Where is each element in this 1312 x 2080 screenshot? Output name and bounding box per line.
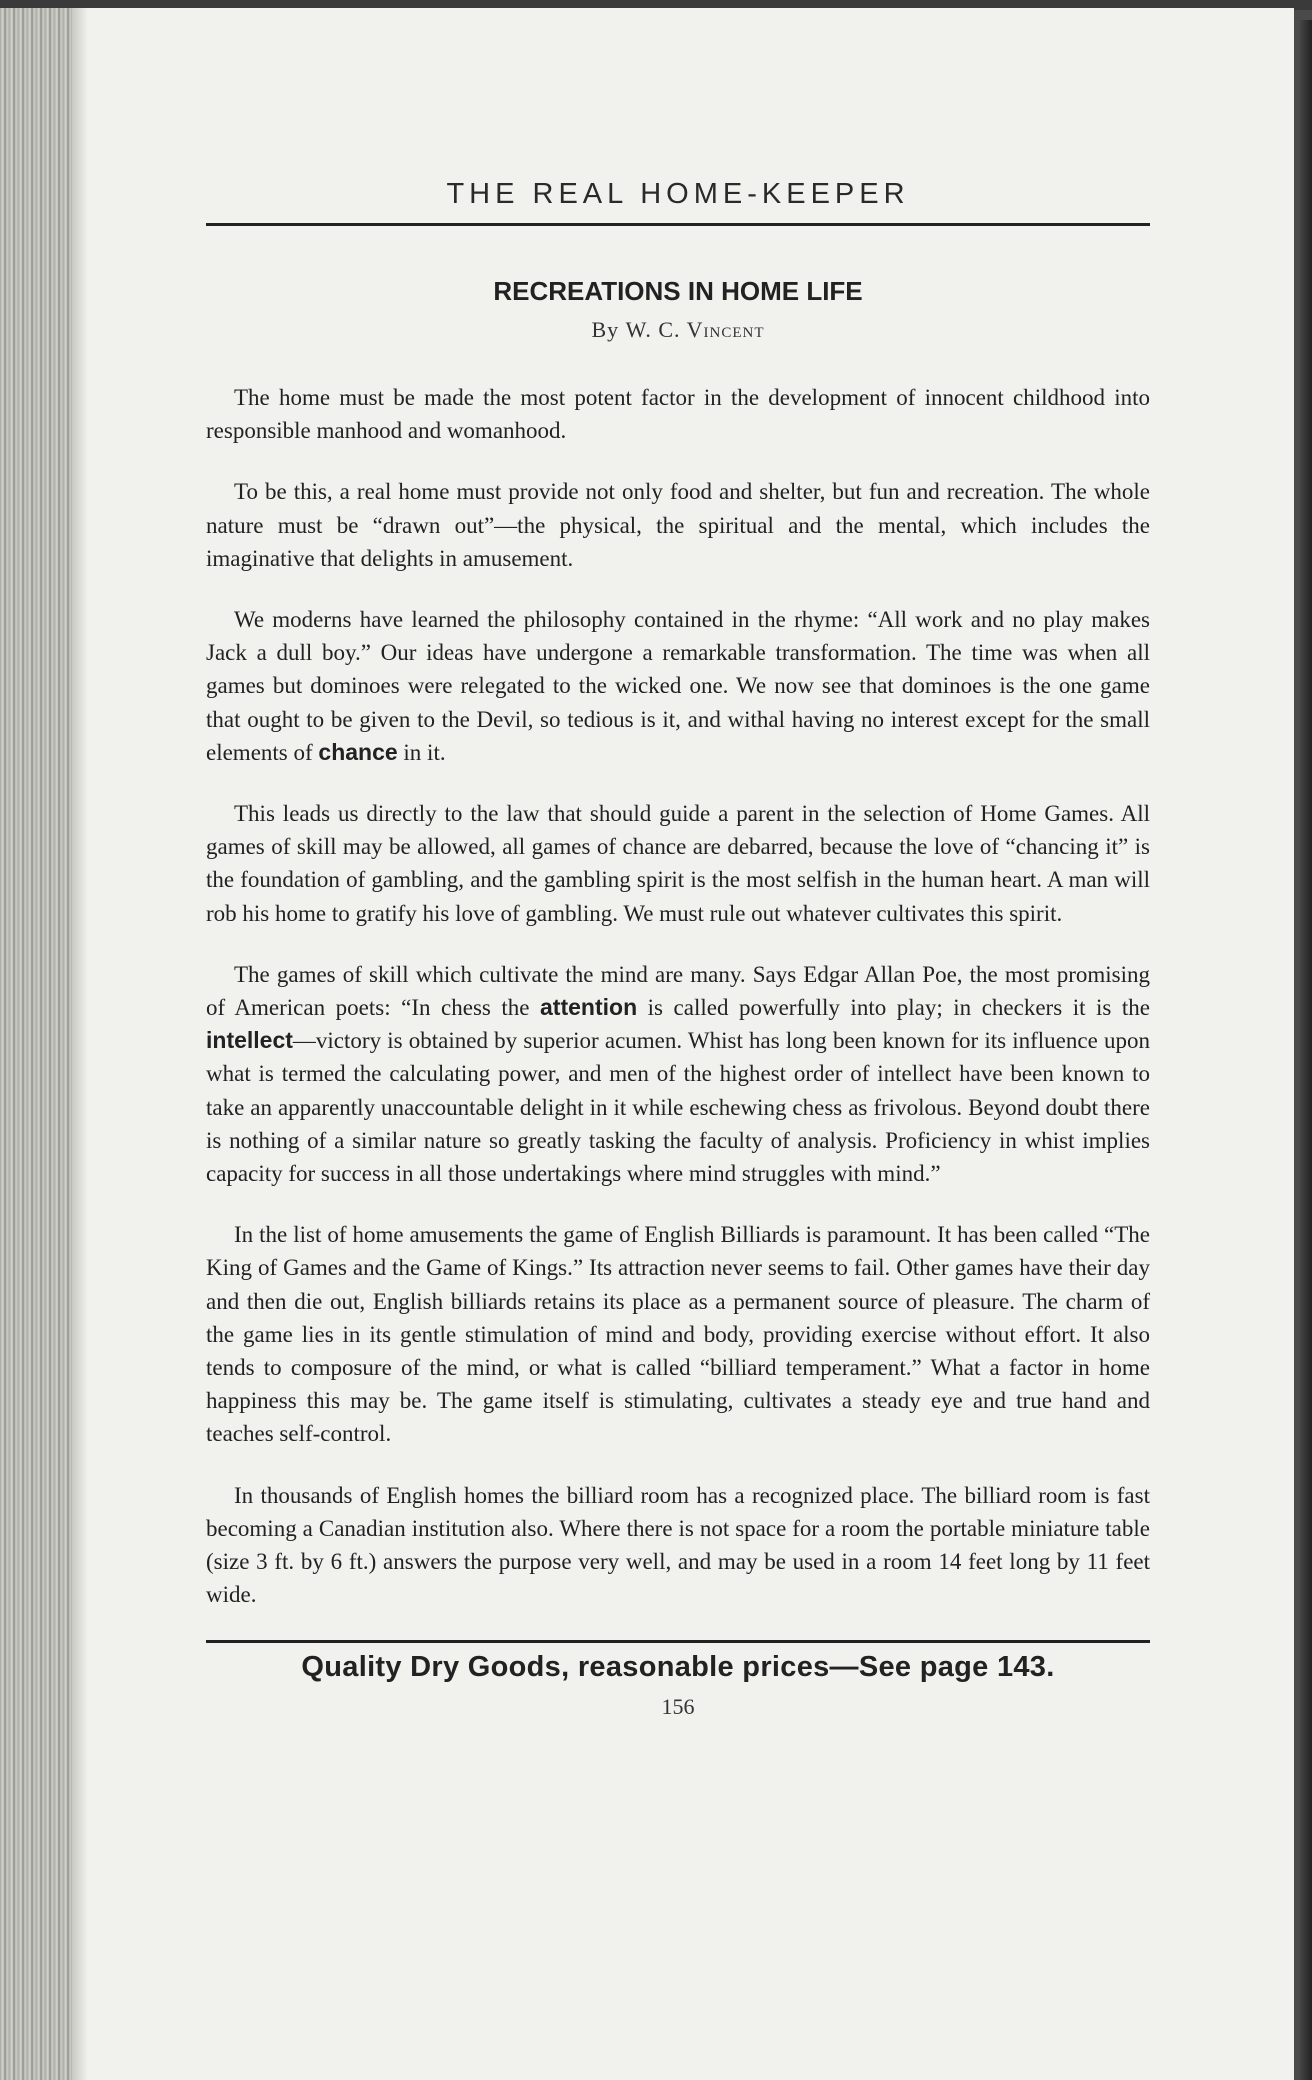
emphasized-word: intellect — [206, 1027, 293, 1054]
page-binding — [0, 8, 72, 2080]
footer-rule — [206, 1640, 1150, 1643]
article-title: RECREATIONS IN HOME LIFE — [493, 276, 863, 306]
paragraph-text: The games of skill which cultivate the mind are many. Says Edgar Allan Poe, the most promising of American poets: “In chess the — [206, 961, 1150, 1021]
running-header: THE REAL HOME-KEEPER — [206, 178, 1150, 226]
paragraph-text: This leads us directly to the law that should guide a parent in the selection of Home Games. All games of skill may be allowed, all games of chance are debarred, because the love of “chancing it” is the foundation of gambling, and the gambling spirit is the most selfish in the human heart. A man will rob his home to gratify his love of gambling. We must rule out whatever cultivates this spirit. — [206, 801, 1150, 926]
article-body — [206, 381, 1150, 1612]
body-paragraph — [206, 475, 1150, 575]
paragraph-text: We moderns have learned the philosophy contained in the rhyme: “All work and no play makes Jack a dull boy.” Our ideas have undergone a remarkable transformation. The time was when all games but dominoes were relegated to the wicked one. We now see that dominoes is the one game that ought to be given to the Devil, so tedious is it, and withal having no interest except for the small elements of — [206, 607, 1150, 765]
book-page — [0, 8, 1294, 2080]
paragraph-text: is called powerfully into play; in checkers it is the — [637, 995, 1150, 1021]
body-paragraph — [206, 603, 1150, 769]
body-paragraph — [206, 381, 1150, 447]
paragraph-text: To be this, a real home must provide not only food and shelter, but fun and recreation. The whole nature must be “drawn out”—the physical, the spiritual and the mental, which includes the imaginative that delights in amusement. — [206, 479, 1150, 571]
author-name: W. C. Vincent — [625, 317, 765, 342]
emphasized-word: chance — [318, 738, 398, 765]
next-page-edge — [1298, 20, 1312, 2080]
body-paragraph — [206, 958, 1150, 1190]
page-content — [206, 178, 1150, 1720]
paragraph-text: in it. — [397, 739, 446, 765]
paragraph-text: In thousands of English homes the billiard room has a recognized place. The billiard room is fast becoming a Canadian institution also. Where there is not space for a room the portable miniature table (size 3 ft. by 6 ft.) answers the purpose very well, and may be used in a room 14 feet long by 11 feet wide. — [206, 1482, 1150, 1608]
emphasized-word: attention — [540, 994, 638, 1021]
footer-advertisement: Quality Dry Goods, reasonable prices—See page 143. — [301, 1650, 1055, 1683]
body-paragraph — [206, 797, 1150, 930]
byline-prefix: By — [591, 317, 620, 342]
binding-shadow — [72, 8, 88, 2080]
body-paragraph — [206, 1479, 1150, 1612]
paragraph-text: In the list of home amusements the game of English Billiards is paramount. It has been called “The King of Games and the Game of Kings.” Its attraction never seems to fail. Other games have their day and then die out, English billiards retains its place as a permanent source of pleasure. The charm of the game lies in its gentle stimulation of mind and body, providing exercise without effort. It also tends to composure of the mind, or what is called “billiard temperament.” What a factor in home happiness this may be. The game itself is stimulating, cultivates a steady eye and true hand and teaches self-control. — [206, 1222, 1150, 1447]
paragraph-text: —victory is obtained by superior acumen. Whist has long been known for its influence upon what is termed the calculating power, and men of the highest order of intellect have been known to take an apparently unaccountable delight in it while eschewing chess as frivolous. Beyond doubt there is nothing of a similar nature so greatly tasking the faculty of analysis. Proficiency in whist implies capacity for success in all those undertakings where mind struggles with mind.” — [206, 1028, 1150, 1187]
paragraph-text: The home must be made the most potent factor in the development of innocent childhood into responsible manhood and womanhood. — [206, 385, 1150, 444]
byline — [206, 317, 1150, 343]
body-paragraph — [206, 1218, 1150, 1450]
page-number: 156 — [661, 1693, 695, 1719]
